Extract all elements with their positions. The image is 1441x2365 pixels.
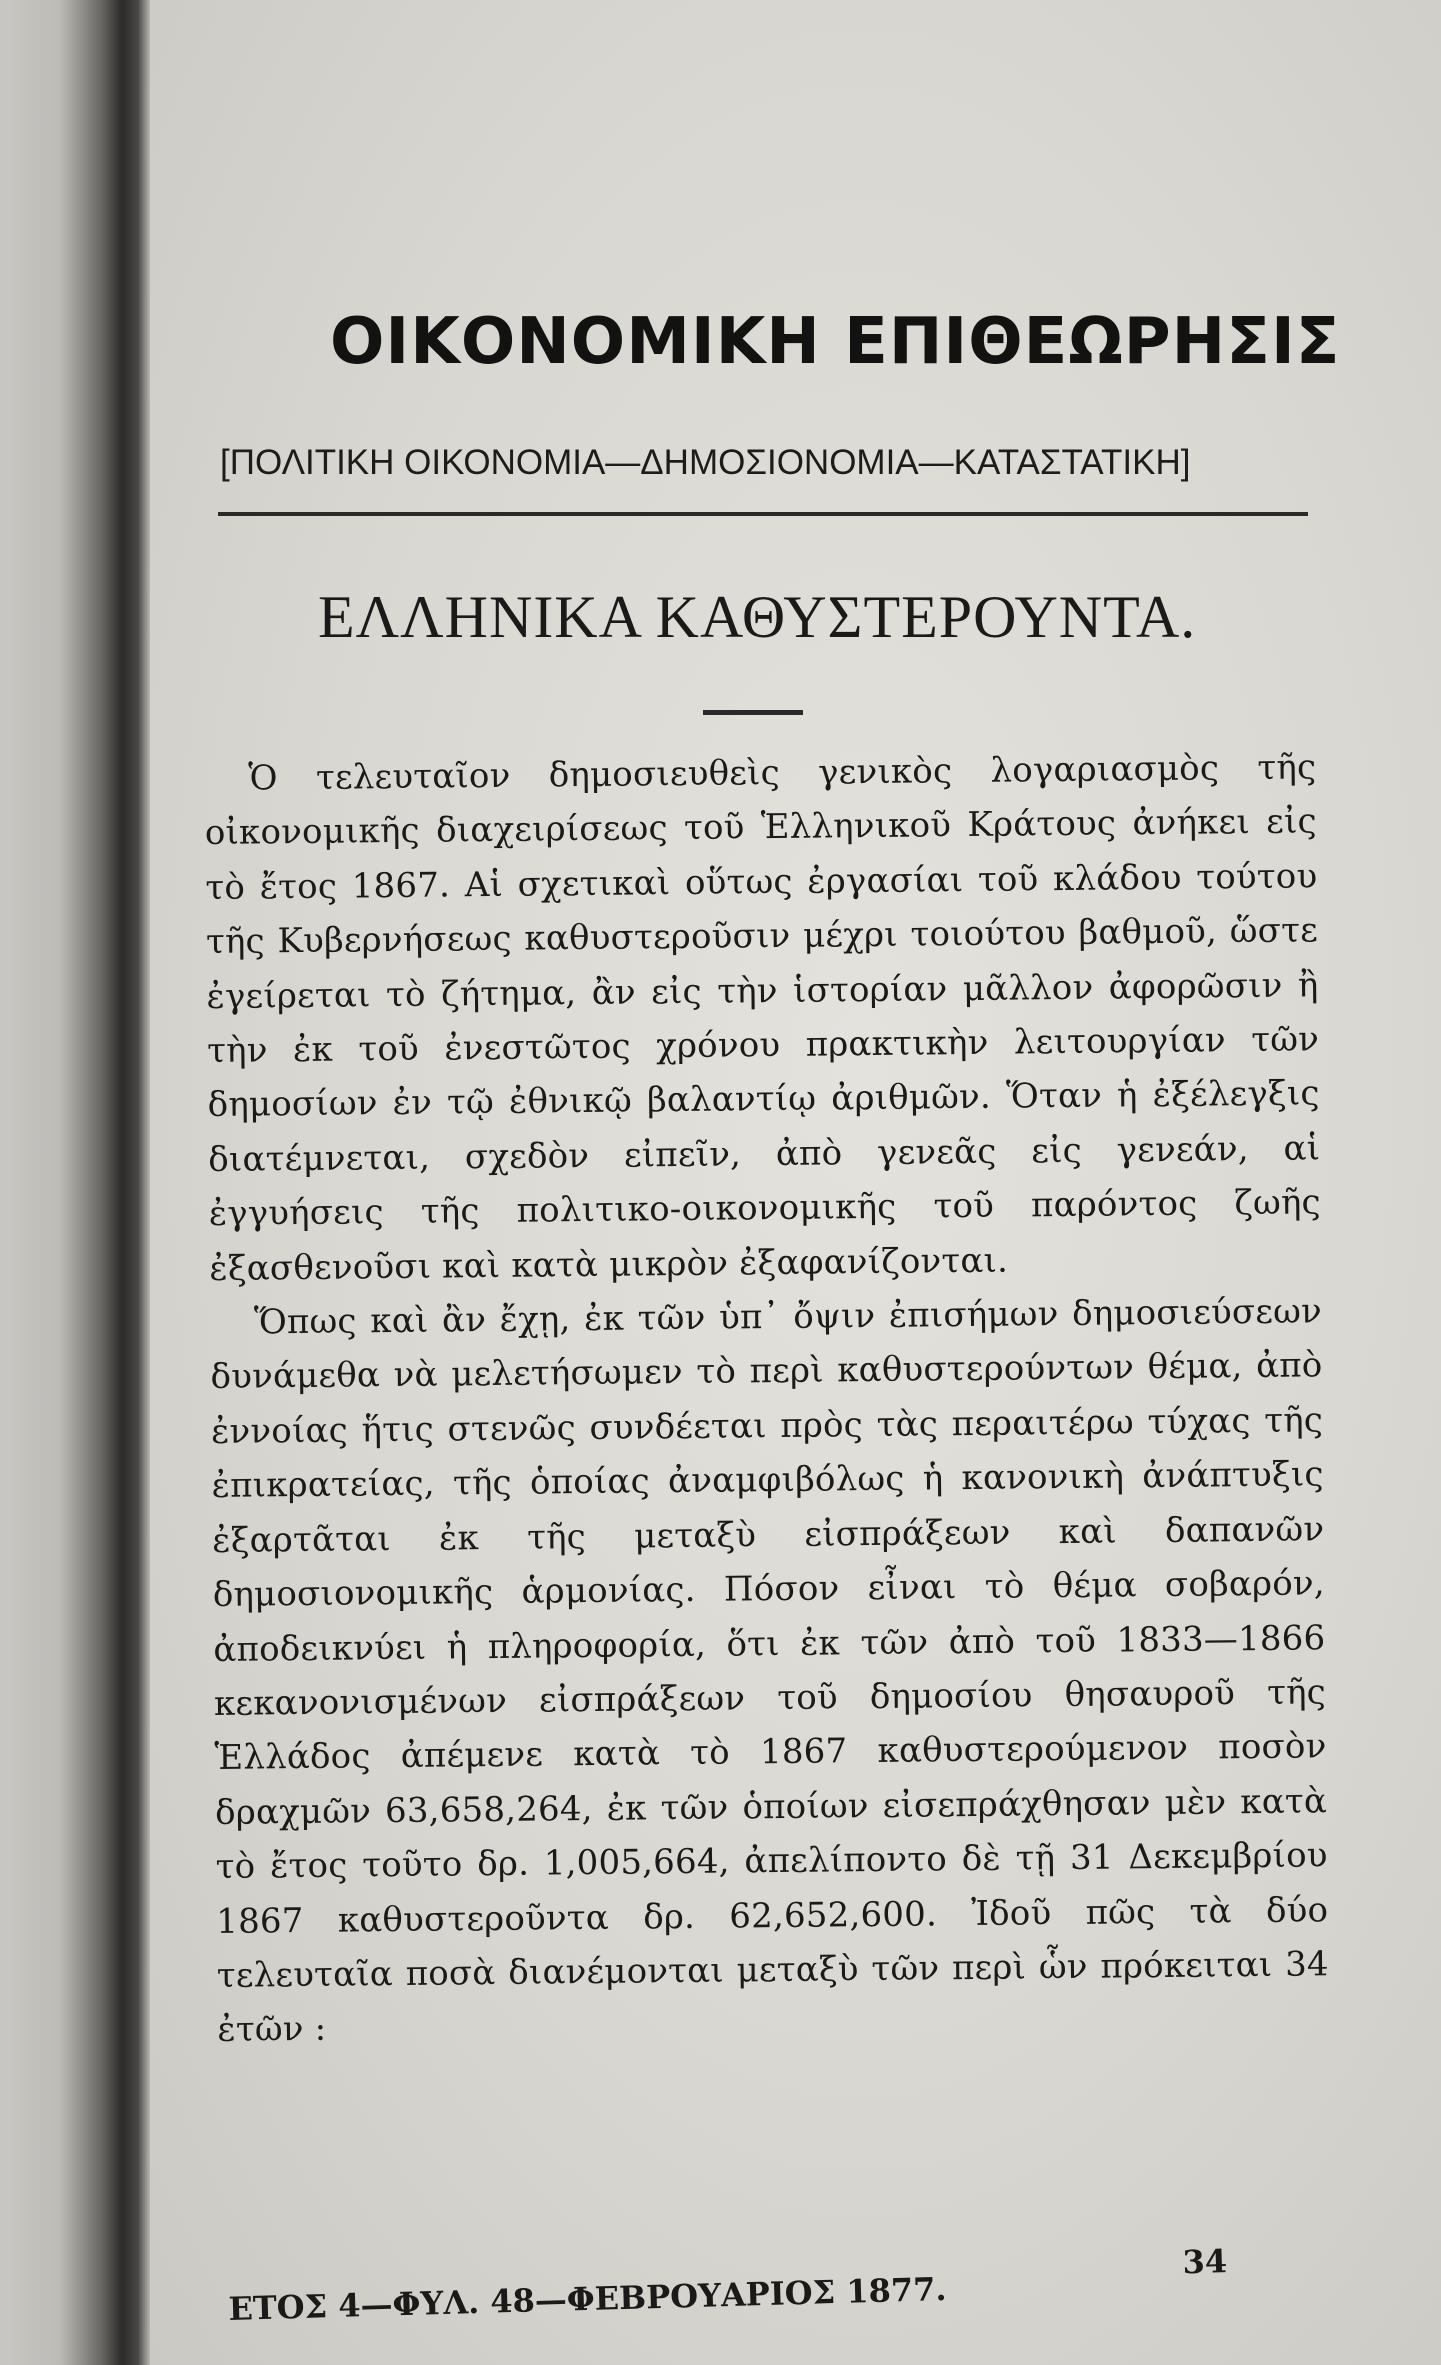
paragraph: Ὁ τελευταῖον δημοσιευθεὶς γενικὸς λογαριασμὸς τῆς οἰκονομικῆς διαχειρίσεως τοῦ Ἑλληνικοῦ Κράτους ἀνήκει εἰς τὸ ἔτος 1867. Αἱ σχετικαὶ οὕτως ἐργασίαι τοῦ κλάδου τούτου τῆς Κυβερνήσεως καθυστεροῦσιν μέχρι τοιούτου βαθμοῦ, ὥστε ἐγείρεται τὸ ζήτημα, ἂν εἰς τὴν ἱστορίαν μᾶλλον ἀφορῶσιν ἢ τὴν ἐκ τοῦ ἐνεστῶτος χρόνου πρακτικὴν λειτουργίαν τῶν δημοσίων ἐν τῷ ἐθνικῷ βαλαντίῳ ἀριθμῶν. Ὅταν ἡ ἐξέλεγξις διατέμνεται, σχεδὸν εἰπεῖν, ἀπὸ γενεᾶς εἰς γενεάν, αἱ ἐγγυήσεις τῆς πολιτικο-οικονομικῆς τοῦ παρόντος ζωῆς ἐξασθενοῦσι καὶ κατὰ μικρὸν ἐξαφανίζονται.: [204, 747, 1321, 1289]
masthead-rule: [218, 512, 1308, 516]
page-number: 34: [1182, 2242, 1228, 2282]
article-body: [204, 740, 1330, 2057]
paragraph: Ὅπως καὶ ἂν ἔχῃ, ἐκ τῶν ὑπ᾽ ὄψιν ἐπισήμων δημοσιεύσεων δυνάμεθα νὰ μελετήσωμεν τὸ περὶ καθυστερούντων θέμα, ἀπὸ ἐννοίας ἥτις στενῶς συνδέεται πρὸς τὰς περαιτέρω τύχας τῆς ἐπικρατείας, τῆς ὁποίας ἀναμφιβόλως ἡ κανονικὴ ἀνάπτυξις ἐξαρτᾶται ἐκ τῆς μεταξὺ εἰσπράξεων καὶ δαπανῶν δημοσιονομικῆς ἁρμονίας. Πόσον εἶναι τὸ θέμα σοβαρόν, ἀποδεικνύει ἡ πληροφορία, ὅτι ἐκ τῶν ἀπὸ τοῦ 1833—1866 κεκανονισμένων εἰσπράξεων τοῦ δημοσίου θησαυροῦ τῆς Ἑλλάδος ἀπέμενε κατὰ τὸ 1867 καθυστερούμενον ποσὸν δραχμῶν 63,658,264, ἐκ τῶν ὁποίων εἰσεπράχθησαν μὲν κατὰ τὸ ἔτος τοῦτο δρ. 1,005,664, ἀπελίποντο δὲ τῇ 31 Δεκεμβρίου 1867 καθυστεροῦντα δρ. 62,652,600. Ἰδοῦ πῶς τὰ δύο τελευταῖα ποσὰ διανέμονται μεταξὺ τῶν περὶ ὧν πρόκειται 34 ἐτῶν :: [210, 1291, 1329, 2051]
book-binding-shadow: [0, 0, 150, 2365]
issue-info: ΕΤΟΣ 4—ΦΥΛ. 48—ΦΕΒΡΟΥΑΡΙΟΣ 1877.: [228, 2269, 948, 2328]
title-separator: [703, 710, 803, 715]
journal-masthead: ΟΙΚΟΝΟΜΙΚΗ ΕΠΙΘΕΩΡΗΣΙΣ: [330, 305, 1341, 379]
article-title: ΕΛΛΗΝΙΚΑ ΚΑΘΥΣΤΕΡΟΥΝΤΑ.: [318, 584, 1197, 650]
journal-subtitle: [ΠΟΛΙΤΙΚΗ ΟΙΚΟΝΟΜΙΑ—ΔΗΜΟΣΙΟΝΟΜΙΑ—ΚΑΤΑΣΤΑΤΙΚΗ]: [220, 443, 1191, 482]
